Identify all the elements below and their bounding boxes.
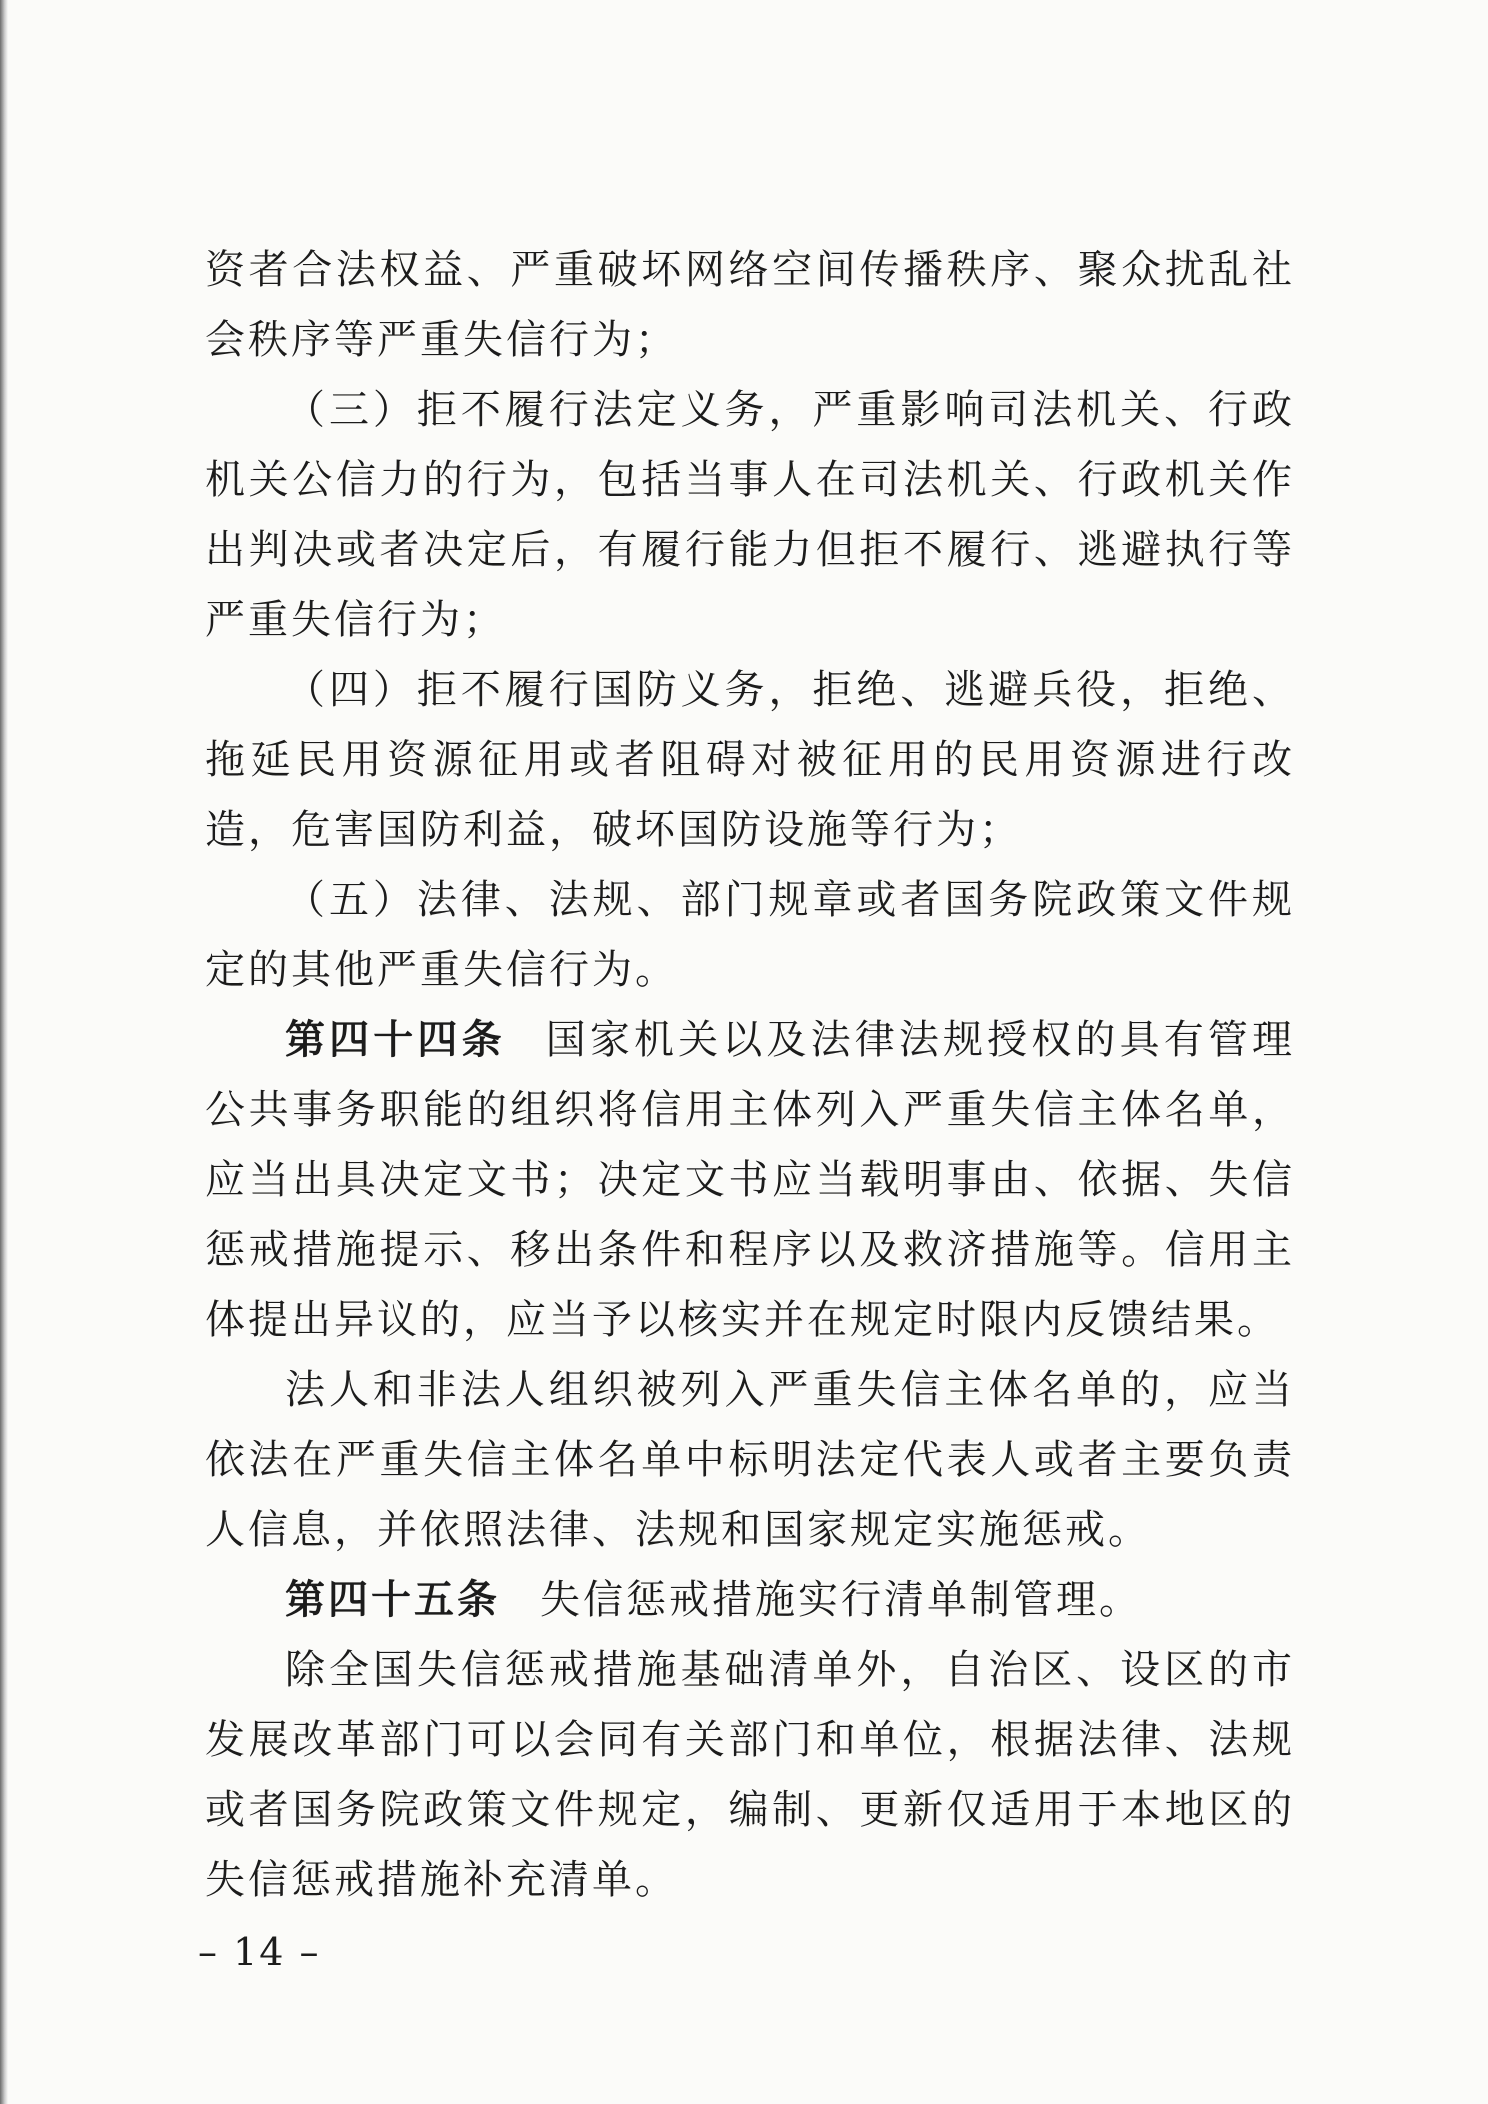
- page-number: – 14 –: [198, 1930, 321, 1974]
- document-body: [205, 235, 1295, 1915]
- paragraph-6: [205, 1355, 1295, 1565]
- article-heading: 第四十四条: [285, 1017, 506, 1063]
- paragraph-text: 资者合法权益、严重破坏网络空间传播秩序、聚众扰乱社会秩序等严重失信行为；: [205, 247, 1295, 363]
- paragraph-text: 国家机关以及法律法规授权的具有管理公共事务职能的组织将信用主体列入严重失信主体名单，应当出具决定文书；决定文书应当载明事由、依据、失信惩戒措施提示、移出条件和程序以及救济措施等。信用主体提出异议的，应当予以核实并在规定时限内反馈结果。: [205, 1017, 1296, 1343]
- paragraph-text: （三）拒不履行法定义务，严重影响司法机关、行政机关公信力的行为，包括当事人在司法机关、行政机关作出判决或者决定后，有履行能力但拒不履行、逃避执行等严重失信行为；: [205, 387, 1295, 643]
- page-edge-shadow: [0, 0, 8, 2104]
- article-heading: 第四十五条: [285, 1577, 500, 1623]
- paragraph-text: 法人和非法人组织被列入严重失信主体名单的，应当依法在严重失信主体名单中标明法定代表人或者主要负责人信息，并依照法律、法规和国家规定实施惩戒。: [205, 1367, 1295, 1553]
- article-45: [205, 1565, 1295, 1635]
- paragraph-text: 除全国失信惩戒措施基础清单外，自治区、设区的市发展改革部门可以会同有关部门和单位，根据法律、法规或者国务院政策文件规定，编制、更新仅适用于本地区的失信惩戒措施补充清单。: [205, 1647, 1295, 1903]
- article-44: [205, 1005, 1295, 1355]
- paragraph-3: [205, 655, 1295, 865]
- paragraph-2: [205, 375, 1295, 655]
- paragraph-text: 失信惩戒措施实行清单制管理。: [540, 1577, 1142, 1623]
- paragraph-8: [205, 1635, 1295, 1915]
- paragraph-text: （四）拒不履行国防义务，拒绝、逃避兵役，拒绝、拖延民用资源征用或者阻碍对被征用的民用资源进行改造，危害国防利益，破坏国防设施等行为；: [205, 667, 1295, 853]
- paragraph-4: [205, 865, 1295, 1005]
- paragraph-1: [205, 235, 1295, 375]
- paragraph-text: （五）法律、法规、部门规章或者国务院政策文件规定的其他严重失信行为。: [205, 877, 1295, 993]
